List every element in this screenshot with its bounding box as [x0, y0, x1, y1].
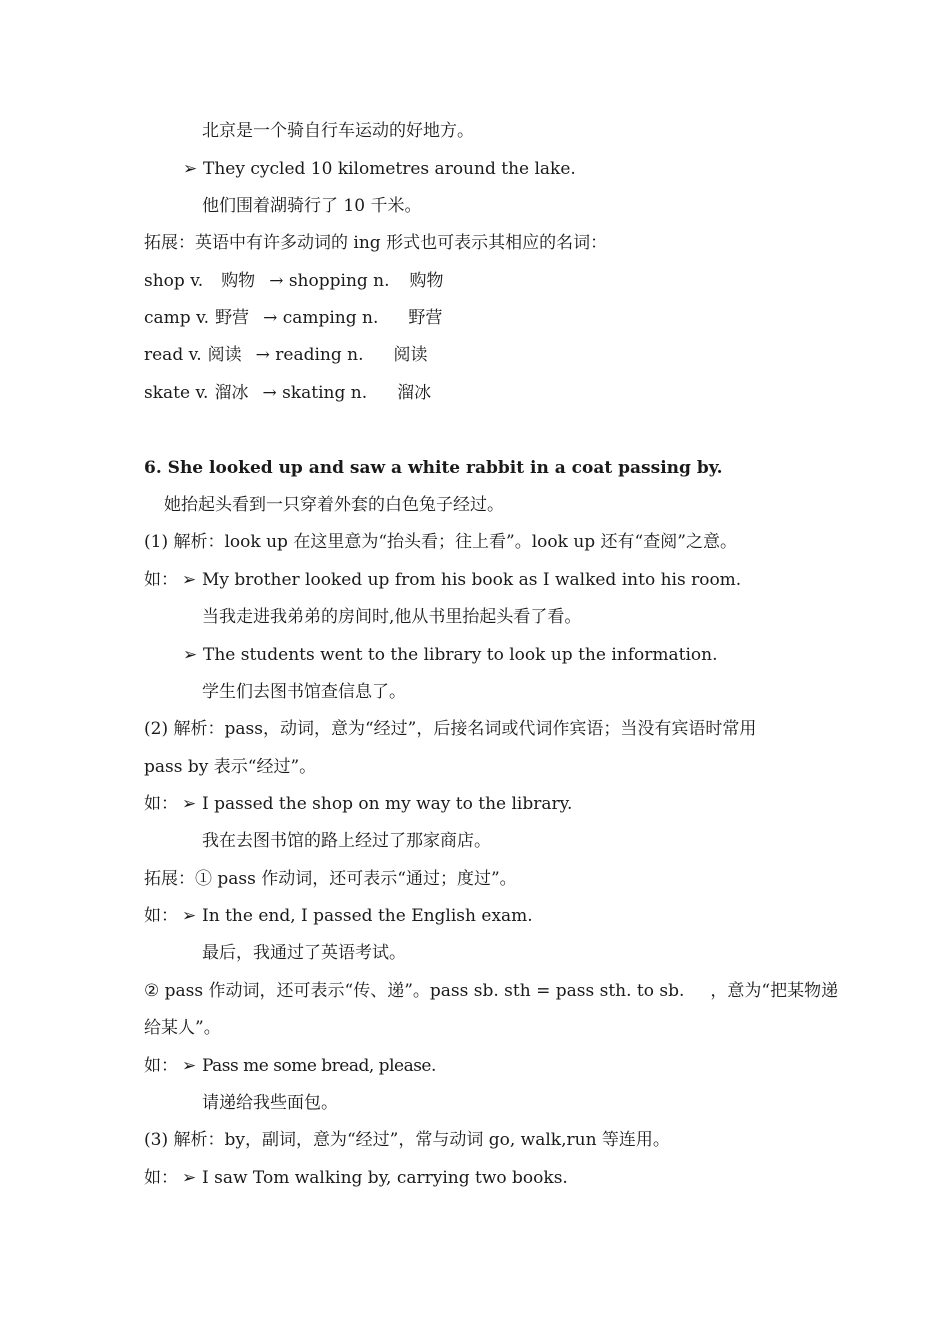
- vocab-row: [144, 307, 442, 329]
- vocab-noun-cn: 溜冰: [397, 383, 432, 403]
- vocab-verb: read v.: [144, 345, 202, 365]
- vocab-row: [144, 344, 428, 366]
- arrow-bullet-icon: ➢: [182, 1056, 197, 1076]
- chinese-translation: 他们围着湖骑行了 10 千米。: [202, 196, 422, 216]
- analysis-paragraph: (3) 解析：by，副词，意为“经过”，常与动词 go, walk,run 等连用。: [144, 1130, 670, 1150]
- vocab-verb-cn: 购物: [221, 271, 256, 291]
- example-text: In the end, I passed the English exam.: [202, 906, 533, 926]
- vocab-noun-cn: 购物: [409, 271, 444, 291]
- arrow-bullet-icon: ➢: [182, 570, 197, 590]
- chinese-translation: 北京是一个骑自行车运动的好地方。: [202, 121, 474, 141]
- analysis-paragraph: pass by 表示“经过”。: [144, 757, 317, 777]
- arrow-bullet-icon: ➢: [182, 1168, 197, 1188]
- example-label: 如：: [144, 906, 178, 926]
- example-sentence: [183, 644, 717, 666]
- example-text: My brother looked up from his book as I walked into his room.: [202, 570, 742, 590]
- chinese-translation: 最后，我通过了英语考试。: [202, 943, 406, 963]
- example-text: I passed the shop on my way to the library.: [202, 794, 573, 814]
- heading-translation: 她抬起头看到一只穿着外套的白色兔子经过。: [164, 495, 504, 515]
- vocab-verb-cn: 阅读: [207, 345, 242, 365]
- arrow-bullet-icon: ➢: [183, 645, 198, 665]
- vocab-verb-cn: 野营: [215, 308, 250, 328]
- arrow-bullet-icon: ➢: [182, 906, 197, 926]
- chinese-translation: 请递给我些面包。: [202, 1093, 338, 1113]
- example-sentence: [183, 158, 576, 180]
- example-sentence: [144, 905, 533, 927]
- analysis-paragraph: (2) 解析：pass，动词，意为“经过”，后接名词或代词作宾语；当没有宾语时常用: [144, 719, 757, 739]
- example-label: 如：: [144, 1168, 178, 1188]
- extension-text-tail: ，意为“把某物递: [710, 981, 839, 1001]
- example-sentence: [144, 569, 741, 591]
- vocab-noun: → skating n.: [262, 383, 368, 403]
- vocab-row: [144, 270, 444, 292]
- section-heading: 6. She looked up and saw a white rabbit in a coat passing by.: [144, 458, 723, 478]
- example-label: 如：: [144, 570, 178, 590]
- vocab-verb: skate v.: [144, 383, 209, 403]
- vocab-verb-cn: 溜冰: [214, 383, 249, 403]
- chinese-translation: 学生们去图书馆查信息了。: [202, 682, 406, 702]
- example-text: I saw Tom walking by, carrying two books.: [202, 1168, 568, 1188]
- example-label: 如：: [144, 794, 178, 814]
- example-sentence: [144, 1167, 568, 1189]
- vocab-row: [144, 382, 431, 404]
- extension-note: [144, 980, 838, 1002]
- vocab-noun-cn: 野营: [408, 308, 443, 328]
- example-text: Pass me some bread, please.: [202, 1056, 436, 1076]
- example-sentence: [144, 793, 572, 815]
- vocab-verb: camp v.: [144, 308, 210, 328]
- extension-note: 拓展：英语中有许多动词的 ing 形式也可表示其相应的名词：: [144, 233, 608, 253]
- example-text: The students went to the library to look up the information.: [203, 645, 718, 665]
- example-label: 如：: [144, 1056, 178, 1076]
- arrow-bullet-icon: ➢: [183, 159, 198, 179]
- extension-text: ② pass 作动词，还可表示“传、递”。pass sb. sth = pass sth. to sb.: [144, 981, 685, 1001]
- analysis-paragraph: (1) 解析：look up 在这里意为“抬头看；往上看”。look up 还有“查阅”之意。: [144, 532, 737, 552]
- vocab-verb: shop v.: [144, 271, 204, 291]
- chinese-translation: 当我走进我弟弟的房间时,他从书里抬起头看了看。: [202, 607, 582, 627]
- chinese-translation: 我在去图书馆的路上经过了那家商店。: [202, 831, 491, 851]
- vocab-noun-cn: 阅读: [393, 345, 428, 365]
- arrow-bullet-icon: ➢: [182, 794, 197, 814]
- vocab-noun: → camping n.: [263, 308, 379, 328]
- example-sentence: [144, 1055, 436, 1077]
- extension-note: 给某人”。: [144, 1018, 221, 1038]
- example-text: They cycled 10 kilometres around the lake.: [203, 159, 576, 179]
- vocab-noun: → reading n.: [255, 345, 364, 365]
- vocab-noun: → shopping n.: [269, 271, 390, 291]
- extension-note: 拓展：① pass 作动词，还可表示“通过；度过”。: [144, 869, 517, 889]
